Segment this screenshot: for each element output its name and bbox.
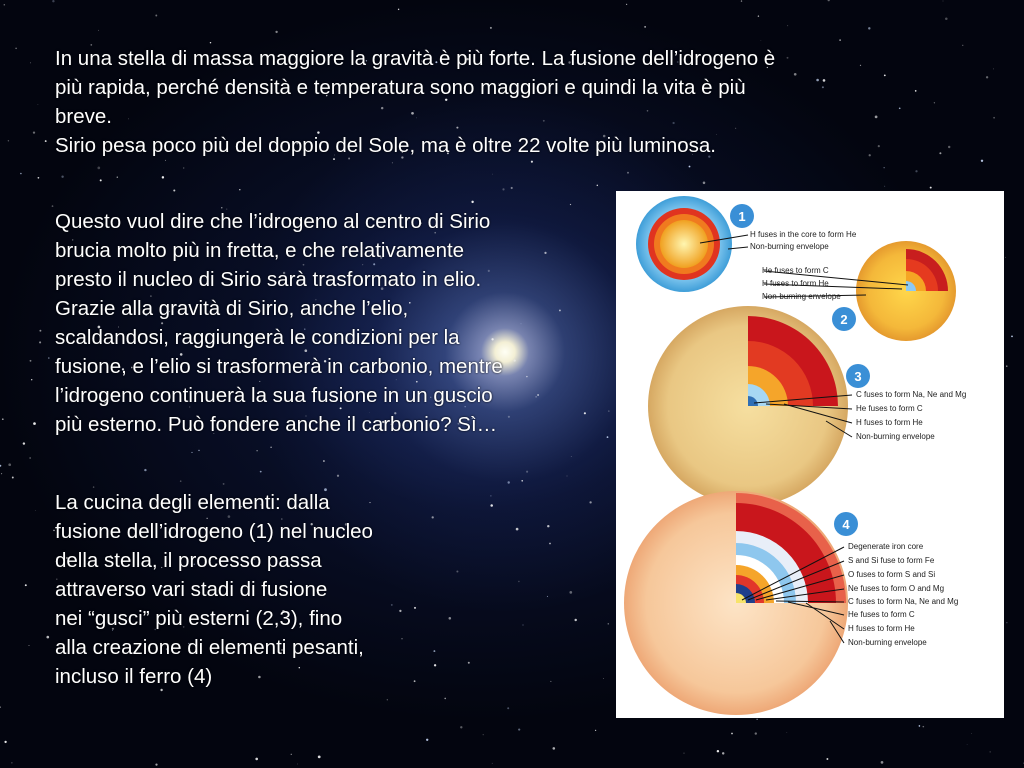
star	[547, 596, 548, 597]
paragraph-line: fusione, e l’elio si trasformerà in carbonio, mentre	[55, 355, 503, 378]
stage-1-star	[636, 196, 857, 292]
star	[291, 754, 292, 755]
star	[191, 452, 192, 453]
star	[39, 330, 41, 332]
star	[15, 48, 16, 49]
stellar-fusion-diagram	[616, 191, 1004, 718]
star	[722, 752, 724, 754]
stage-3-number: 3	[854, 369, 862, 384]
star	[757, 719, 758, 720]
star	[256, 450, 257, 451]
sirius-paragraph	[55, 207, 620, 439]
star	[549, 543, 551, 545]
star	[297, 764, 298, 765]
star	[45, 140, 47, 142]
star	[490, 504, 493, 507]
star	[1005, 257, 1006, 258]
stage-4-label: Ne fuses to form O and Mg	[848, 584, 945, 593]
star	[567, 476, 568, 477]
star	[318, 756, 321, 759]
star	[990, 751, 991, 752]
star	[492, 763, 493, 764]
star	[162, 176, 164, 178]
star	[570, 204, 571, 205]
star	[180, 480, 182, 482]
star	[626, 4, 627, 5]
star	[547, 525, 549, 527]
star	[117, 177, 118, 178]
star	[521, 480, 523, 482]
star	[919, 725, 921, 727]
star	[518, 729, 520, 731]
star	[239, 189, 240, 190]
star	[1006, 622, 1007, 623]
star	[526, 471, 528, 473]
star	[275, 31, 277, 33]
star	[930, 187, 932, 189]
star	[48, 357, 50, 359]
star	[38, 104, 39, 105]
star	[689, 166, 691, 168]
stage-4-label: O fuses to form S and Si	[848, 570, 936, 579]
star	[881, 761, 884, 764]
paragraph-line: Questo vuol dire che l’idrogeno al centro di Sirio	[55, 210, 491, 233]
star	[25, 584, 27, 586]
star	[717, 750, 719, 752]
star	[993, 117, 995, 119]
paragraph-line: scaldandosi, raggiungerà le condizioni per la	[55, 326, 460, 349]
star	[323, 460, 325, 462]
star	[683, 753, 684, 754]
star	[986, 76, 988, 78]
star	[518, 581, 519, 582]
paragraph-line: alla creazione di elementi pesanti,	[55, 636, 364, 659]
star	[945, 17, 948, 20]
paragraph-line: presto il nucleo di Sirio sarà trasformato in elio.	[55, 268, 482, 291]
star	[11, 762, 12, 763]
star	[426, 739, 428, 741]
star	[569, 591, 572, 594]
stage-3-label: Non-burning envelope	[856, 432, 935, 441]
star	[270, 447, 272, 449]
star	[2, 418, 4, 420]
star	[967, 744, 968, 745]
star	[915, 170, 917, 172]
star	[490, 495, 491, 496]
intro-line: Sirio pesa poco più del doppio del Sole, ma è oltre 22 volte più luminosa.	[55, 134, 716, 157]
star	[30, 457, 31, 458]
star	[4, 4, 6, 6]
intro-line: In una stella di massa maggiore la gravità è più forte. La fusione dell’idrogeno è	[55, 47, 776, 70]
star	[884, 186, 885, 187]
elements-kitchen-paragraph	[55, 488, 475, 691]
star	[173, 189, 175, 191]
stage-3-label: C fuses to form Na, Ne and Mg	[856, 390, 967, 399]
paragraph-line: brucia molto più in fretta, e che relativamente	[55, 239, 465, 262]
stage-2-label: Non-burning envelope	[762, 292, 841, 301]
star	[0, 465, 1, 467]
stage-4-label: C fuses to form Na, Ne and Mg	[848, 597, 959, 606]
star	[100, 179, 102, 181]
star	[492, 174, 493, 175]
star	[731, 733, 733, 735]
star	[589, 501, 591, 503]
paragraph-line: della stella, il processo passa	[55, 549, 322, 572]
intro-line: più rapida, perché densità e temperatura sono maggiori e quindi la vita è più	[55, 76, 746, 99]
star	[1, 473, 2, 474]
star	[392, 162, 393, 163]
star	[39, 341, 41, 343]
star	[30, 62, 31, 63]
star	[758, 15, 759, 16]
star	[826, 758, 828, 760]
stage-1-number: 1	[738, 209, 746, 224]
star	[868, 27, 870, 29]
star	[1011, 336, 1013, 338]
star	[33, 131, 35, 133]
paragraph-line: incluso il ferro (4)	[55, 665, 213, 688]
stage-3-label: He fuses to form C	[856, 404, 923, 413]
star	[531, 161, 533, 163]
star	[608, 623, 609, 624]
star	[387, 699, 388, 700]
star	[260, 471, 262, 473]
paragraph-line: La cucina degli elementi: dalla	[55, 491, 330, 514]
star	[8, 140, 9, 141]
star	[761, 40, 762, 41]
star	[144, 469, 146, 471]
star	[4, 741, 6, 743]
paragraph-line: nei “gusci” più esterni (2,3), fino	[55, 607, 343, 630]
star	[741, 0, 742, 1]
star	[255, 758, 258, 761]
star	[0, 706, 1, 707]
star	[198, 450, 199, 451]
stage-4-label: Degenerate iron core	[848, 542, 924, 551]
star	[507, 481, 509, 483]
stage-2-number: 2	[840, 312, 848, 327]
star	[471, 201, 473, 203]
star	[523, 625, 524, 626]
star	[52, 205, 54, 207]
star	[29, 645, 30, 646]
star	[516, 528, 519, 531]
star	[223, 483, 225, 485]
star	[507, 707, 509, 709]
star	[33, 422, 36, 425]
star	[597, 185, 598, 186]
star	[943, 1, 944, 2]
star	[787, 25, 788, 26]
star	[20, 173, 22, 175]
star	[644, 26, 646, 28]
star	[52, 0, 54, 2]
star	[595, 730, 596, 731]
star	[1006, 366, 1007, 367]
star	[460, 726, 462, 728]
star	[502, 188, 504, 190]
star	[444, 698, 446, 700]
star	[627, 172, 629, 174]
stage-4-label: Non-burning envelope	[848, 638, 927, 647]
star	[839, 39, 841, 41]
stage-4-label: S and Si fuse to form Fe	[848, 556, 935, 565]
star	[337, 475, 339, 477]
star	[155, 764, 157, 766]
star	[483, 734, 484, 735]
star	[993, 69, 994, 70]
star	[553, 747, 556, 750]
star	[30, 360, 32, 362]
stage-4-star	[624, 491, 958, 715]
paragraph-line: Grazie alla gravità di Sirio, anche l’elio,	[55, 297, 409, 320]
stage-1-label: H fuses in the core to form He	[750, 230, 857, 239]
star	[511, 187, 513, 189]
paragraph-line: l’idrogeno continuerà la sua fusione in un guscio	[55, 384, 493, 407]
star	[574, 619, 576, 621]
stage-4-label: H fuses to form He	[848, 624, 915, 633]
star	[755, 732, 757, 734]
intro-line: breve.	[55, 105, 112, 128]
star	[12, 477, 14, 479]
star	[46, 636, 49, 639]
star	[981, 160, 983, 162]
paragraph-line: più esterno. Può fondere anche il carbonio? Sì…	[55, 413, 498, 436]
stage-2-label: H fuses to form He	[762, 279, 829, 288]
stage-1-label: Non-burning envelope	[750, 242, 829, 251]
star	[23, 442, 25, 444]
star	[603, 678, 604, 679]
star	[828, 0, 830, 1]
star	[98, 30, 99, 31]
star	[183, 168, 184, 169]
star	[61, 176, 63, 178]
star	[155, 15, 157, 17]
star	[786, 732, 787, 733]
star	[8, 463, 11, 466]
stage-2-label: He fuses to form C	[762, 266, 829, 275]
star	[97, 167, 100, 170]
paragraph-line: fusione dell’idrogeno (1) nel nucleo	[55, 520, 373, 543]
intro-text	[55, 44, 975, 160]
star	[703, 182, 706, 185]
paragraph-line: attraverso vari stadi di fusione	[55, 578, 328, 601]
star	[923, 726, 925, 728]
star	[971, 733, 972, 734]
star	[31, 379, 32, 380]
star	[35, 510, 36, 511]
stage-4-label: He fuses to form C	[848, 610, 915, 619]
star	[550, 681, 551, 682]
star	[571, 456, 572, 457]
stage-3-label: H fuses to form He	[856, 418, 923, 427]
star	[884, 167, 885, 168]
star	[490, 27, 492, 29]
star	[38, 177, 40, 179]
star	[398, 9, 399, 10]
stage-4-number: 4	[842, 517, 850, 532]
